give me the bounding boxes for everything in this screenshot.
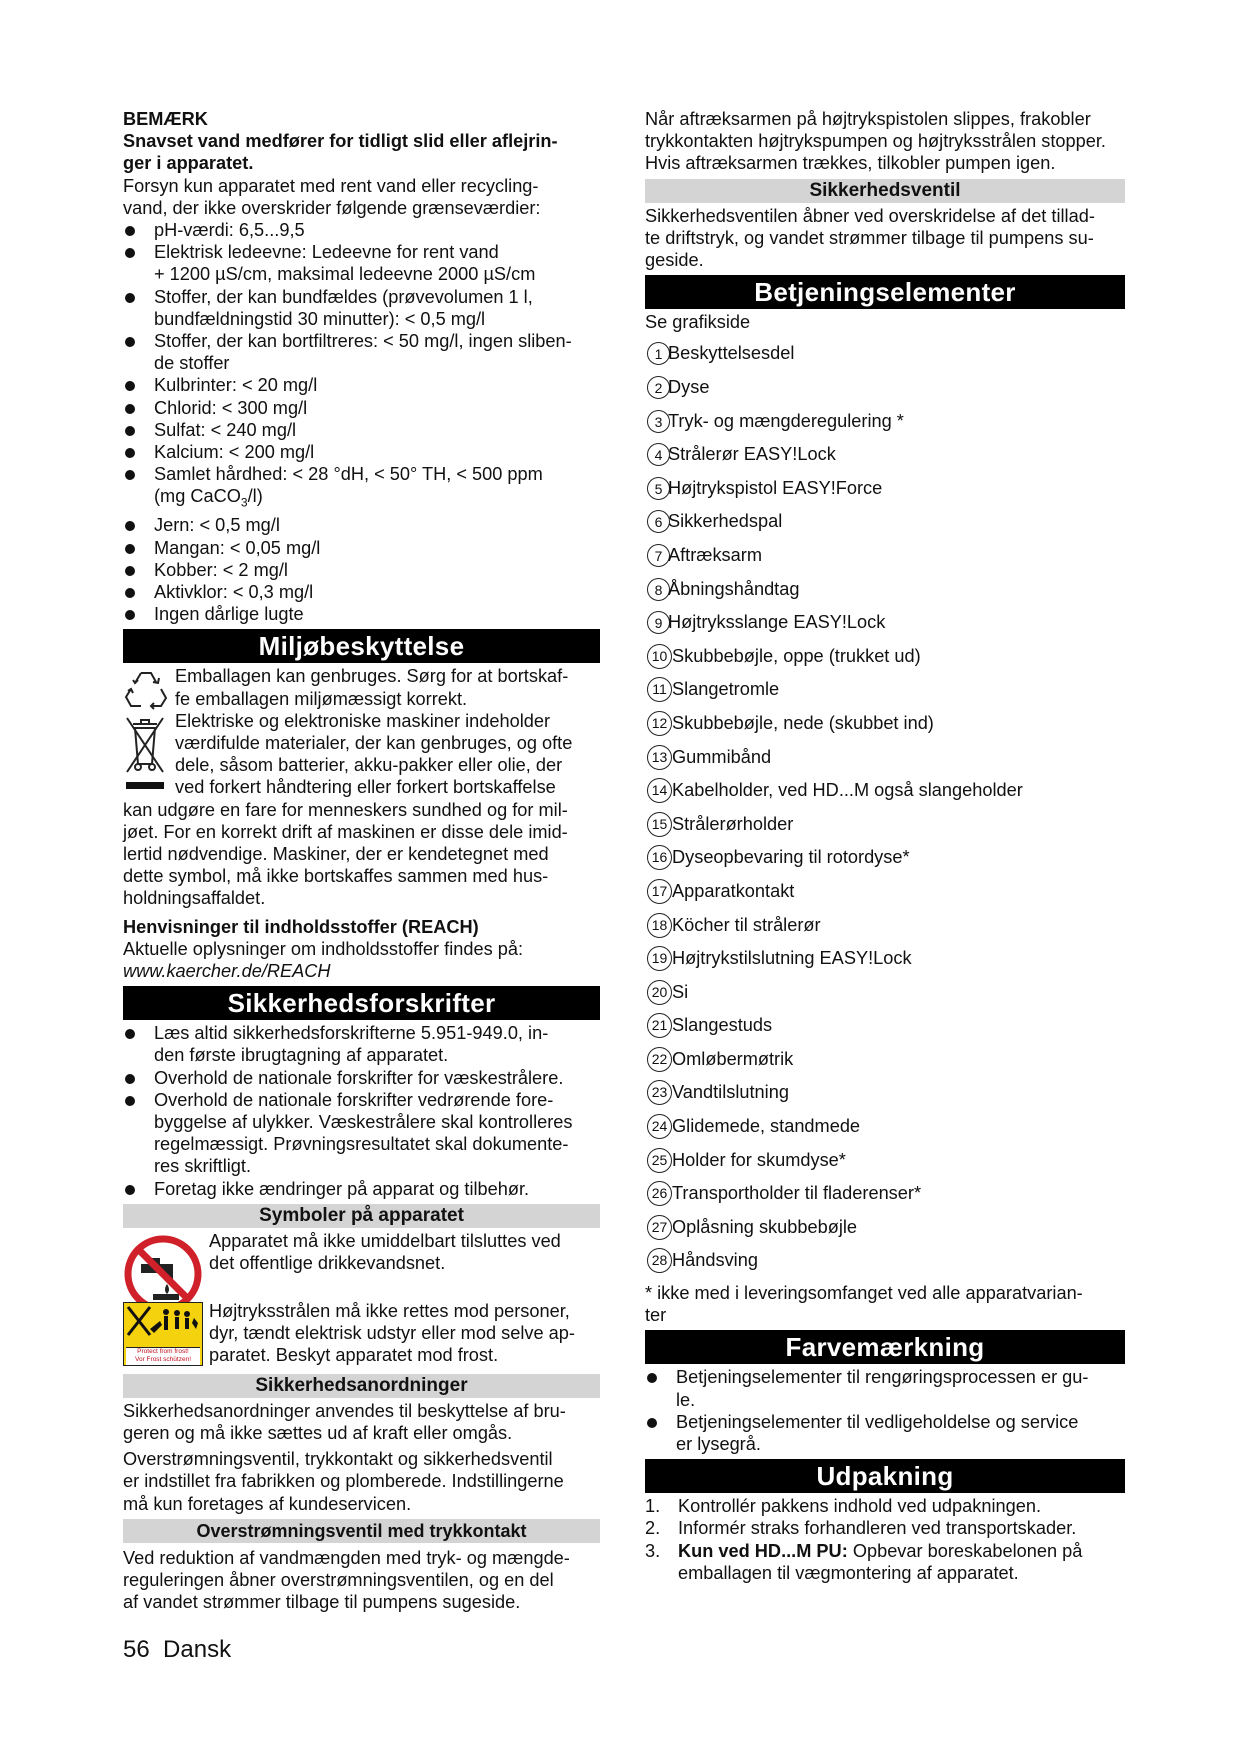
left-column: BEMÆRK Snavset vand medfører for tidligt slid eller aflejrin- ger i apparatet. Forsyn kun apparatet med rent vand eller recycling- vand, der ikke overskrider følgende grænseværdier: pH-værdi: 6,5...9,5 Elektrisk ledeevne: Ledeevne for rent vand + 1200 µS/cm, maksimal ledeevne 2000 µS/cm Stoffer, der kan bundfældes (prøvevolumen 1 l, bundfældningstid 30 minutter): < 0,5 mg/l Stoffer, der kan bortfiltreres: < 50 mg/l, ingen sliben- de stoffer Kulbrinter: < 20 mg/l Chlorid: < 300 mg/l Sulfat: < 240 mg/l Kalcium: < 200 mg/l Samlet hårdhed: < 28 °dH, < 50° TH, < 500 ppm (mg CaCO$_3$/l) Jern: < 0,5 mg/l Mangan: < 0,05 mg/l Kobber: < 2 mg/l Aktivklor: < 0,3 mg/l Ingen dårlige lugte Miljøbeskyttelse Emballagen kan genbruges. Sørg for at bortskaf- fe emballagen miljømæssigt korrekt. Elektriske og elektroniske maskiner indeholder værdifulde materialer, der kan genbruges, og ofte dele, såsom batterier, akku-pakker eller olie, der ved forkert håndtering eller forkert bortskaffelse kan udgøre en fare for menneskers sundhed og for mil- jøet. For en korrekt drift af maskinen er disse dele imid- lertid nødvendige. Maskiner, der er kendetegnet med dette symbol, må ikke bortskaffes sammen med hus- holdningsaffaldet. Henvisninger til indholdsstoffer (REACH) Aktuelle oplysninger om indholdsstoffer findes på: www.kaercher.de/REACH Sikkerhedsforskrifter Læs altid sikkerhedsforskrifterne 5.951-949.0, in- den første ibrugtagning af apparatet. Overhold de nationale forskrifter for væskestrålere. Overhold de nationale forskrifter vedrørende fore- byggelse af ulykker. Væskestrålere skal kontrolleres regelmæssigt. Prøvningsresultatet skal dokumente- res skriftligt. Foretag ikke ændringer på apparat og tilbehør. Symboler på apparatet Apparatet må ikke umiddelbart tilsluttes ved det offentlige drikkevandsnet. Protect from frost! Vor Frost schützen! Højtryksstrålen må ikke rettes mod personer, dyr, tændt elektrisk udstyr eller mod selve ap- paratet. Beskyt apparatet mod frost. Sikkerhedsanordninger Sikkerhedsanordninger anvendes til beskyttelse af bru- geren og må ikke sættes ud af kraft eller omgås. Overstrømningsventil, trykkontakt og sikkerhedsventil er indstillet fra fabrikken og plomberede. Indstillingerne må kun foretages af kundeservicen. Overstrømningsventil med trykkontakt Ved reduktion af vandmængden med tryk- og mængde- reguleringen åbner overstrømningsventilen, og en del af vandet strømmer tilbage til pumpens sugeside. <box>123 108 600 1613</box>
part-label: Glidemede, standmede <box>672 1116 861 1137</box>
part-number-badge: 3 <box>647 410 670 433</box>
part-label: Gummibånd <box>672 746 772 767</box>
part-label: Vandtilslutning <box>672 1082 789 1103</box>
part-label: Omløbermøtrik <box>672 1048 794 1069</box>
part-item <box>645 640 1125 674</box>
limit-item: Stoffer, der kan bundfældes (prøvevolumen 1 l, bundfældningstid 30 minutter): < 0,5 mg/l <box>123 286 600 330</box>
see-graphic-page: Se grafikside <box>645 312 751 333</box>
part-item <box>645 573 1125 607</box>
part-item <box>645 1110 1125 1144</box>
weee-text-line: lertid nødvendige. Maskiner, der er kendetegnet med <box>123 843 549 864</box>
part-label: Apparatkontakt <box>672 880 795 901</box>
part-item <box>645 976 1125 1010</box>
part-number-badge: 26 <box>647 1181 672 1206</box>
part-label: Skubbebøjle, nede (skubbet ind) <box>672 712 934 733</box>
part-label: Højtrykspistol EASY!Force <box>668 477 883 498</box>
note-bold-line: ger i apparatet. <box>123 153 254 174</box>
safety-item: Foretag ikke ændringer på apparat og tilbehør. <box>123 1178 600 1200</box>
part-label: Slangestuds <box>672 1015 773 1036</box>
part-label: Sikkerhedspal <box>668 511 783 532</box>
part-label: Dyseopbevaring til rotordyse* <box>672 847 910 868</box>
part-number-badge: 22 <box>647 1047 672 1072</box>
part-label: Skubbebøjle, oppe (trukket ud) <box>672 645 921 666</box>
part-item <box>645 741 1125 775</box>
part-number-badge: 8 <box>647 578 670 601</box>
limit-item: Sulfat: < 240 mg/l <box>123 419 600 441</box>
part-number-badge: 17 <box>647 879 672 904</box>
part-label: Si <box>672 981 689 1002</box>
part-number-badge: 10 <box>647 644 672 669</box>
limit-item: Samlet hårdhed: < 28 °dH, < 50° TH, < 500 ppm (mg CaCO$_3$/l) <box>123 463 600 514</box>
part-item <box>645 942 1125 976</box>
unpack-step: 1. Kontrollér pakkens indhold ved udpakningen. <box>645 1496 1041 1517</box>
part-item <box>645 505 1125 539</box>
page-number: 56 <box>123 1636 150 1663</box>
note-heading: BEMÆRK <box>123 109 208 129</box>
part-number-badge: 5 <box>647 477 670 500</box>
part-label: Köcher til strålerør <box>672 914 821 935</box>
part-item <box>645 539 1125 573</box>
safety-item: Læs altid sikkerhedsforskrifterne 5.951-949.0, in- den første ibrugtagning af apparatet. <box>123 1022 600 1066</box>
part-number-badge: 2 <box>647 376 670 399</box>
part-item <box>645 774 1125 808</box>
limit-item: Kobber: < 2 mg/l <box>123 559 600 581</box>
color-item: Betjeningselementer til rengøringsprocessen er gu- le. <box>645 1366 1125 1410</box>
limit-item: pH-værdi: 6,5...9,5 <box>123 219 600 241</box>
part-number-badge: 18 <box>647 913 672 938</box>
part-number-badge: 4 <box>647 443 670 466</box>
part-label: Strålerørholder <box>672 813 794 834</box>
part-item <box>645 1244 1125 1278</box>
limit-item: Chlorid: < 300 mg/l <box>123 397 600 419</box>
part-label: Dyse <box>668 377 710 398</box>
page-language: Dansk <box>163 1636 232 1663</box>
part-label: Strålerør EASY!Lock <box>668 444 836 465</box>
part-item <box>645 405 1125 439</box>
part-item <box>645 472 1125 506</box>
part-label: Højtryksslange EASY!Lock <box>668 612 886 633</box>
part-number-badge: 19 <box>647 946 672 971</box>
part-number-badge: 25 <box>647 1148 672 1173</box>
part-number-badge: 21 <box>647 1013 672 1038</box>
weee-text-line: jøet. For en korrekt drift af maskinen er disse dele imid- <box>123 821 568 842</box>
devices-heading: Sikkerhedsanordninger <box>123 1374 600 1398</box>
part-number-badge: 9 <box>647 611 670 634</box>
part-item <box>645 707 1125 741</box>
right-column: Når aftræksarmen på højtrykspistolen slippes, frakobler trykkontakten højtrykspumpen og højtryksstrålen stopper. Hvis aftræksarmen trækkes, tilkobler pumpen igen. Sikkerhedsventil Sikkerhedsventilen åbner ved overskridelse af det tillad- te driftstryk, og vandet strømmer tilbage til pumpens su- geside. Betjeningselementer Se grafikside 1 Beskyttelsesdel 2 Dyse 3 Tryk- og mængderegulering * 4 Strålerør EASY!Lock 5 Højtrykspistol EASY!Force 6 Sikkerhedspal 7 Aftræksarm 8 Åbningshåndtag 9 Højtryksslange EASY!Lock 10 Skubbebøjle, oppe (trukket ud) 11 Slangetromle 12 Skubbebøjle, nede (skubbet ind) 13 Gummibånd 14 Kabelholder, ved HD...M også slangeholder 15 Strålerørholder 16 Dyseopbevaring til rotordyse* 17 Apparatkontakt 18 Köcher til strålerør 19 Højtrykstilslutning EASY!Lock 20 Si 21 Slangestuds 22 Omløbermøtrik 23 Vandtilslutning 24 Glidemede, standmede 25 Holder for skumdyse* 26 Transportholder til fladerenser* 27 Oplåsning skubbebøjle 28 Håndsving * ikke med i leveringsomfanget ved alle apparatvarian- ter Farvemærkning Betjeningselementer til rengøringsprocessen er gu- le. Betjeningselementer til vedligeholdelse og service er lysegrå. Udpakning 1. Kontrollér pakkens indhold ved udpakningen. 2. Informér straks forhandleren ved transportskader. 3. Kun ved HD...M PU: Opbevar boreskabelonen på emballagen til vægmontering af apparatet. <box>645 108 1125 1584</box>
part-label: Oplåsning skubbebøjle <box>672 1216 858 1237</box>
color-item: Betjeningselementer til vedligeholdelse og service er lysegrå. <box>645 1411 1125 1455</box>
part-number-badge: 11 <box>647 677 672 702</box>
unpack-step: 2. Informér straks forhandleren ved transportskader. <box>645 1518 1077 1539</box>
part-item <box>645 673 1125 707</box>
weee-text-line: dette symbol, må ikke bortskaffes sammen med hus- <box>123 866 549 887</box>
limit-item: Ingen dårlige lugte <box>123 603 600 625</box>
part-item <box>645 1076 1125 1110</box>
part-item <box>645 909 1125 943</box>
part-item <box>645 841 1125 875</box>
part-label: Slangetromle <box>672 679 780 700</box>
safety-item: Overhold de nationale forskrifter vedrørende fore- byggelse af ulykker. Væskestrålere skal kontrolleres regelmæssigt. Prøvningsresultatet skal dokumente- res skriftligt. <box>123 1089 600 1178</box>
weee-note: Elektriske og elektroniske maskiner indeholder værdifulde materialer, der kan genbruges, og ofte dele, såsom batterier, akku-pakker eller olie, der ved forkert håndtering eller forkert bortskaffelse <box>123 710 600 799</box>
note-bold-line: Snavset vand medfører for tidligt slid eller aflejrin- <box>123 131 558 152</box>
safety-heading: Sikkerhedsforskrifter <box>123 986 600 1020</box>
part-item <box>645 371 1125 405</box>
part-number-badge: 12 <box>647 711 672 736</box>
recycle-icon <box>123 667 169 711</box>
part-item <box>645 438 1125 472</box>
part-item <box>645 1043 1125 1077</box>
symbol-high-pressure: Protect from frost! Vor Frost schützen! Højtryksstrålen må ikke rettes mod personer, dyr, tændt elektrisk udstyr eller mod selve ap- paratet. Beskyt apparatet mod frost. <box>123 1300 600 1370</box>
footnote: * ikke med i leveringsomfanget ved alle apparatvarian- <box>645 1283 1083 1304</box>
part-number-badge: 27 <box>647 1215 672 1240</box>
part-label: Håndsving <box>672 1250 758 1271</box>
part-item <box>645 1144 1125 1178</box>
part-item <box>645 1009 1125 1043</box>
part-item <box>645 808 1125 842</box>
part-label: Kabelholder, ved HD...M også slangeholder <box>672 780 1023 801</box>
symbols-heading: Symboler på apparatet <box>123 1204 600 1228</box>
part-label: Beskyttelsesdel <box>668 343 795 364</box>
part-number-badge: 1 <box>647 342 670 365</box>
part-item <box>645 875 1125 909</box>
part-label: Tryk- og mængderegulering * <box>668 410 904 431</box>
part-label: Transportholder til fladerenser* <box>672 1183 922 1204</box>
reach-heading: Henvisninger til indholdsstoffer (REACH) <box>123 916 479 937</box>
limit-item: Stoffer, der kan bortfiltreres: < 50 mg/l, ingen sliben- de stoffer <box>123 330 600 374</box>
unpack-step: 3. Kun ved HD...M PU: Opbevar boreskabelonen på emballagen til vægmontering af apparatet. <box>645 1540 1083 1583</box>
part-item <box>645 337 1125 371</box>
part-item <box>645 606 1125 640</box>
part-number-badge: 24 <box>647 1114 672 1139</box>
safety-item: Overhold de nationale forskrifter for væskestrålere. <box>123 1067 600 1089</box>
part-number-badge: 6 <box>647 510 670 533</box>
limit-item: Jern: < 0,5 mg/l <box>123 514 600 536</box>
limit-item: Mangan: < 0,05 mg/l <box>123 537 600 559</box>
part-number-badge: 20 <box>647 980 672 1005</box>
weee-bin-icon <box>123 714 167 796</box>
overflow-heading: Overstrømningsventil med trykkontakt <box>123 1519 600 1543</box>
note-intro-line: vand, der ikke overskrider følgende grænseværdier: <box>123 197 541 218</box>
valve-heading: Sikkerhedsventil <box>645 179 1125 203</box>
part-number-badge: 28 <box>647 1248 672 1273</box>
part-number-badge: 16 <box>647 845 672 870</box>
part-label: Holder for skumdyse* <box>672 1149 846 1170</box>
note-intro-line: Forsyn kun apparatet med rent vand eller recycling- <box>123 175 539 196</box>
reach-text: Aktuelle oplysninger om indholdsstoffer findes på: <box>123 938 524 959</box>
page-footer <box>123 1636 231 1664</box>
limit-item: Kulbrinter: < 20 mg/l <box>123 374 600 396</box>
part-number-badge: 15 <box>647 812 672 837</box>
part-label: Aftræksarm <box>668 544 762 565</box>
weee-text-line: kan udgøre en fare for menneskers sundhed og for mil- <box>123 799 568 820</box>
limit-item: Kalcium: < 200 mg/l <box>123 441 600 463</box>
part-number-badge: 13 <box>647 745 672 770</box>
recycle-note: Emballagen kan genbruges. Sørg for at bortskaf- fe emballagen miljømæssigt korrekt. <box>123 665 600 709</box>
part-label: Åbningshåndtag <box>668 578 800 599</box>
part-item <box>645 1177 1125 1211</box>
high-pressure-warning-icon: Protect from frost! Vor Frost schützen! <box>123 1302 203 1366</box>
parts-list <box>645 337 1125 1278</box>
part-number-badge: 14 <box>647 778 672 803</box>
part-label: Højtrykstilslutning EASY!Lock <box>672 948 912 969</box>
symbol-drinking-water: Apparatet må ikke umiddelbart tilsluttes ved det offentlige drikkevandsnet. <box>123 1230 600 1300</box>
part-number-badge: 7 <box>647 544 670 567</box>
color-heading: Farvemærkning <box>645 1330 1125 1364</box>
reach-link[interactable]: www.kaercher.de/REACH <box>123 960 331 981</box>
controls-heading: Betjeningselementer <box>645 275 1125 309</box>
part-item <box>645 1211 1125 1245</box>
env-heading: Miljøbeskyttelse <box>123 629 600 663</box>
limit-item: Aktivklor: < 0,3 mg/l <box>123 581 600 603</box>
unpack-heading: Udpakning <box>645 1459 1125 1493</box>
limit-item: Elektrisk ledeevne: Ledeevne for rent vand + 1200 µS/cm, maksimal ledeevne 2000 µS/cm <box>123 241 600 285</box>
weee-text-line: holdningsaffaldet. <box>123 888 266 909</box>
part-number-badge: 23 <box>647 1080 672 1105</box>
